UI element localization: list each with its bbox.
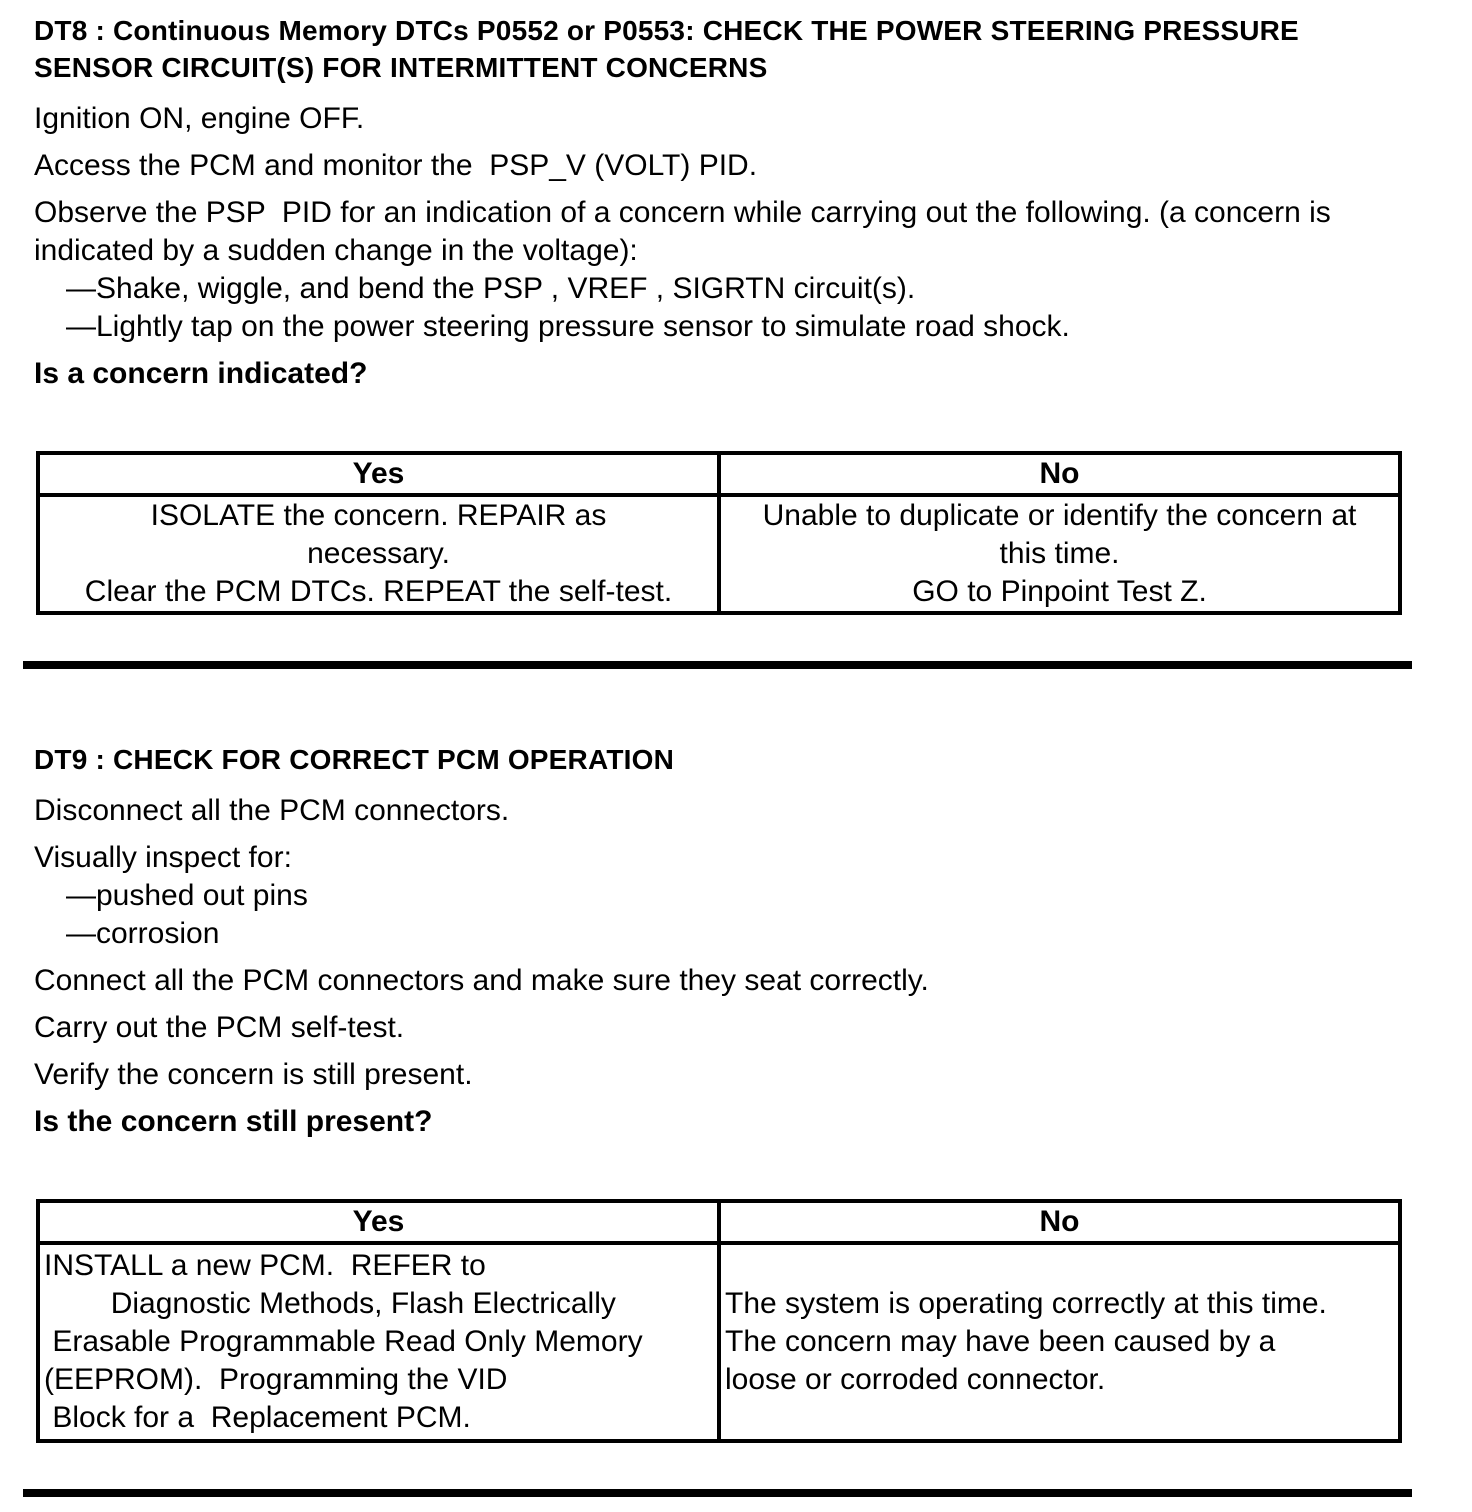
table-cell-line: (EEPROM). Programming the VID (44, 1363, 508, 1396)
dt9-decision-table (36, 1199, 1402, 1443)
dt9-heading: DT9 : CHECK FOR CORRECT PCM OPERATION (34, 744, 674, 775)
dt8-question: Is a concern indicated? (34, 357, 368, 390)
table-cell-line: GO to Pinpoint Test Z. (912, 575, 1207, 608)
dt8-para-ignition: Ignition ON, engine OFF. (34, 102, 365, 135)
table-cell-line: The concern may have been caused by a (725, 1325, 1276, 1358)
dt9-no-cell (719, 1243, 1400, 1441)
dt8-para-observe: Observe the PSP PID for an indication of a concern while carrying out the following. (a concern is indicated by a sudden change in the voltage): (34, 196, 1340, 267)
dt8-bullet-tap: —Lightly tap on the power steering pressure sensor to simulate road shock. (66, 310, 1070, 343)
dt9-para-verify: Verify the concern is still present. (34, 1058, 473, 1091)
dt8-para-access: Access the PCM and monitor the PSP_V (VOLT) PID. (34, 149, 758, 182)
table-cell-line: The system is operating correctly at this time. (725, 1287, 1327, 1320)
dt8-no-column-header: No (719, 453, 1400, 495)
dt8-table-header-row (38, 453, 1400, 495)
table-cell-line: necessary. (307, 537, 450, 570)
dt9-bullet-corrosion: —corrosion (66, 917, 220, 950)
table-cell-line: ISOLATE the concern. REPAIR as (150, 499, 607, 532)
section-dt9 (34, 741, 1414, 1443)
section-dt8 (34, 12, 1414, 615)
dt9-para-disconnect: Disconnect all the PCM connectors. (34, 794, 510, 827)
dt9-yes-column-header: Yes (38, 1201, 719, 1243)
table-cell-line: INSTALL a new PCM. REFER to (44, 1249, 486, 1282)
dt9-table-body-row (38, 1243, 1400, 1441)
dt9-question: Is the concern still present? (34, 1105, 433, 1138)
dt8-no-cell (719, 495, 1400, 613)
dt9-para-connect: Connect all the PCM connectors and make sure they seat correctly. (34, 964, 929, 997)
dt9-para-inspect: Visually inspect for: (34, 841, 292, 874)
dt8-decision-table (36, 451, 1402, 615)
dt8-table-body-row (38, 495, 1400, 613)
dt9-no-column-header: No (719, 1201, 1400, 1243)
table-cell-line: loose or corroded connector. (725, 1363, 1106, 1396)
table-cell-line: Block for a Replacement PCM. (44, 1401, 471, 1434)
section-divider (23, 661, 1412, 669)
dt8-yes-cell (38, 495, 719, 613)
dt8-yes-column-header: Yes (38, 453, 719, 495)
dt9-para-selftest: Carry out the PCM self-test. (34, 1011, 405, 1044)
dt8-bullet-shake: —Shake, wiggle, and bend the PSP , VREF , SIGRTN circuit(s). (66, 272, 916, 305)
dt8-heading: DT8 : Continuous Memory DTCs P0552 or P0553: CHECK THE POWER STEERING PRESSURE SENSOR CIRCUIT(S) FOR INTERMITTENT CONCERNS (34, 15, 1307, 83)
table-cell-line: this time. (999, 537, 1120, 570)
table-cell-line: Erasable Programmable Read Only Memory (44, 1325, 643, 1358)
dt9-bullet-pins: —pushed out pins (66, 879, 308, 912)
dt9-yes-cell (38, 1243, 719, 1441)
dt9-table-header-row (38, 1201, 1400, 1243)
bottom-divider (23, 1489, 1412, 1497)
table-cell-line: Diagnostic Methods, Flash Electrically (44, 1287, 616, 1320)
table-cell-line: Clear the PCM DTCs. REPEAT the self-test. (84, 575, 673, 608)
table-cell-line: Unable to duplicate or identify the concern at (762, 499, 1357, 532)
